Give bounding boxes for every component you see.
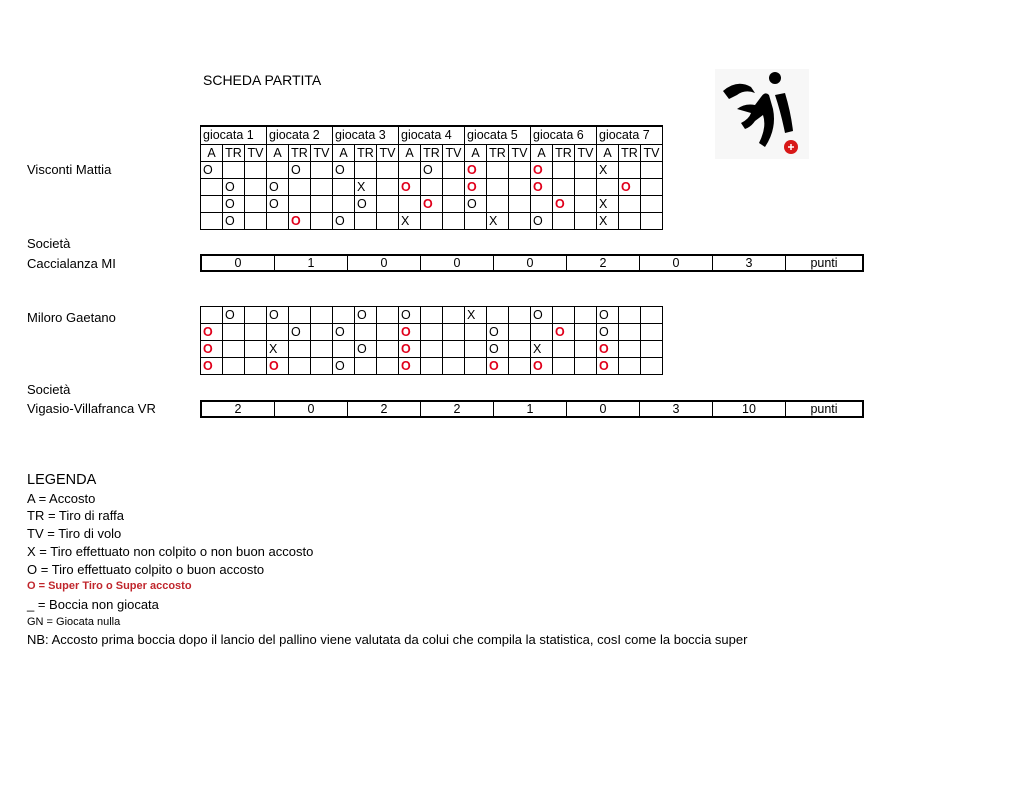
shot-cell (619, 341, 641, 358)
giocata-header: giocata 5 (465, 126, 531, 145)
shot-cell (575, 196, 597, 213)
shot-cell (421, 324, 443, 341)
boccia-row (201, 324, 663, 341)
page-title: SCHEDA PARTITA (203, 72, 322, 88)
shot-cell (619, 324, 641, 341)
column-subheader: TR (487, 145, 509, 162)
boccia-row (201, 213, 663, 230)
shot-cell: O (289, 162, 311, 179)
giocata-score: 3 (640, 402, 713, 416)
shot-cell (575, 358, 597, 375)
shot-cell: O (355, 196, 377, 213)
shot-cell (641, 358, 663, 375)
shot-cell (377, 213, 399, 230)
column-subheader: TR (421, 145, 443, 162)
giocata-score: 1 (494, 402, 567, 416)
column-subheader: TV (311, 145, 333, 162)
points-label: punti (810, 402, 838, 416)
shot-cell: X (597, 162, 619, 179)
shot-cell (377, 324, 399, 341)
shot-cell (487, 179, 509, 196)
shot-cell (333, 341, 355, 358)
shot-cell: O (619, 179, 641, 196)
column-subheader: TV (377, 145, 399, 162)
shot-cell (289, 358, 311, 375)
shot-cell (443, 307, 465, 324)
shot-cell: O (597, 307, 619, 324)
shot-cell (421, 358, 443, 375)
shot-cell (333, 307, 355, 324)
column-subheader: A (267, 145, 289, 162)
match-grid-player-1 (200, 125, 663, 230)
shot-cell (575, 307, 597, 324)
shot-cell: O (531, 179, 553, 196)
shot-cell (575, 341, 597, 358)
shot-cell: O (487, 341, 509, 358)
shot-cell (553, 162, 575, 179)
giocata-header: giocata 3 (333, 126, 399, 145)
legend-item: X = Tiro effettuato non colpito o non buon accosto (27, 543, 314, 559)
shot-cell: X (267, 341, 289, 358)
shot-cell: O (465, 196, 487, 213)
shot-cell (289, 179, 311, 196)
shot-cell (443, 341, 465, 358)
giocata-score: 0 (640, 256, 713, 270)
shot-cell (201, 307, 223, 324)
column-subheader: TV (575, 145, 597, 162)
shot-cell (553, 307, 575, 324)
shot-cell: O (333, 324, 355, 341)
shot-cell (509, 307, 531, 324)
shot-cell: O (399, 341, 421, 358)
total-score: 10 (713, 402, 786, 416)
column-subheader: TR (355, 145, 377, 162)
column-subheader: A (201, 145, 223, 162)
column-subheader: TV (509, 145, 531, 162)
shot-cell: X (399, 213, 421, 230)
boccia-row (201, 358, 663, 375)
shot-cell (201, 213, 223, 230)
shot-cell (267, 213, 289, 230)
shot-cell (355, 213, 377, 230)
shot-cell: O (531, 358, 553, 375)
shot-cell (443, 324, 465, 341)
shot-cell (311, 358, 333, 375)
societa-label: Società (27, 382, 71, 397)
shot-cell (355, 358, 377, 375)
shot-cell: O (201, 358, 223, 375)
shot-cell: O (267, 196, 289, 213)
giocata-header: giocata 6 (531, 126, 597, 145)
boccia-row (201, 341, 663, 358)
giocata-header: giocata 1 (201, 126, 267, 145)
shot-cell: X (487, 213, 509, 230)
legend-heading: LEGENDA (27, 472, 97, 488)
giocata-score: 2 (202, 402, 275, 416)
shot-cell (553, 358, 575, 375)
column-subheader: A (531, 145, 553, 162)
shot-cell (619, 196, 641, 213)
shot-cell: O (465, 179, 487, 196)
shot-cell (223, 162, 245, 179)
shot-cell (465, 341, 487, 358)
shot-cell: O (223, 213, 245, 230)
giocata-header: giocata 7 (597, 126, 663, 145)
total-score: 3 (713, 256, 786, 270)
shot-cell: O (333, 162, 355, 179)
shot-cell (333, 196, 355, 213)
shot-cell: O (399, 358, 421, 375)
shot-cell: O (487, 358, 509, 375)
shot-cell (619, 213, 641, 230)
shot-cell (597, 179, 619, 196)
shot-cell (509, 179, 531, 196)
player-name: Miloro Gaetano (27, 310, 116, 325)
shot-cell (487, 162, 509, 179)
giocata-score: 0 (348, 256, 421, 270)
shot-cell: O (421, 196, 443, 213)
shot-cell (619, 162, 641, 179)
shot-cell (245, 307, 267, 324)
shot-cell (421, 213, 443, 230)
shot-cell (575, 324, 597, 341)
column-subheader: A (333, 145, 355, 162)
shot-cell (487, 196, 509, 213)
score-row-player-1 (200, 254, 864, 272)
shot-cell (509, 213, 531, 230)
shot-cell: O (223, 196, 245, 213)
giocata-score: 0 (421, 256, 494, 270)
shot-cell (377, 196, 399, 213)
shot-cell: X (597, 196, 619, 213)
shot-cell (553, 213, 575, 230)
shot-cell (399, 162, 421, 179)
shot-cell (487, 307, 509, 324)
shot-cell (509, 162, 531, 179)
match-grid-player-2 (200, 306, 663, 375)
legend-item-super: O = Super Tiro o Super accosto (27, 580, 192, 593)
shot-cell (641, 179, 663, 196)
giocata-score: 0 (494, 256, 567, 270)
shot-cell (509, 196, 531, 213)
shot-cell: O (355, 307, 377, 324)
shot-cell: O (399, 307, 421, 324)
shot-cell (245, 162, 267, 179)
shot-cell (377, 162, 399, 179)
shot-cell: O (223, 307, 245, 324)
shot-cell (289, 196, 311, 213)
shot-cell (421, 179, 443, 196)
giocata-score: 0 (275, 402, 348, 416)
shot-cell (641, 324, 663, 341)
shot-cell (553, 179, 575, 196)
boccia-row (201, 179, 663, 196)
shot-cell (223, 341, 245, 358)
column-subheader: A (597, 145, 619, 162)
shot-cell (377, 358, 399, 375)
shot-cell (311, 307, 333, 324)
column-subheader: TV (641, 145, 663, 162)
shot-cell (641, 307, 663, 324)
shot-cell (421, 341, 443, 358)
shot-cell: O (531, 162, 553, 179)
giocata-header: giocata 2 (267, 126, 333, 145)
giocata-score: 0 (567, 402, 640, 416)
shot-cell (377, 341, 399, 358)
column-subheader: TR (223, 145, 245, 162)
giocata-score: 2 (567, 256, 640, 270)
legend (27, 472, 747, 649)
shot-cell: O (267, 307, 289, 324)
shot-cell (443, 358, 465, 375)
shot-cell: O (333, 213, 355, 230)
shot-cell (421, 307, 443, 324)
shot-cell (575, 179, 597, 196)
column-subheader: TV (443, 145, 465, 162)
shot-cell (443, 162, 465, 179)
column-subheader: TV (245, 145, 267, 162)
column-subheader: A (399, 145, 421, 162)
shot-cell (377, 307, 399, 324)
giocata-score: 0 (202, 256, 275, 270)
shot-cell: O (553, 324, 575, 341)
shot-cell (443, 179, 465, 196)
shot-cell (641, 196, 663, 213)
legend-item: TV = Tiro di volo (27, 526, 122, 542)
legend-item: TR = Tiro di raffa (27, 508, 124, 524)
shot-cell (311, 341, 333, 358)
shot-cell: O (487, 324, 509, 341)
shot-cell (245, 196, 267, 213)
shot-cell (355, 162, 377, 179)
giocata-score: 1 (275, 256, 348, 270)
shot-cell: O (465, 162, 487, 179)
shot-cell (311, 196, 333, 213)
shot-cell: O (201, 341, 223, 358)
shot-cell (509, 358, 531, 375)
shot-cell: O (289, 213, 311, 230)
shot-cell: O (399, 179, 421, 196)
shot-cell: O (597, 358, 619, 375)
shot-cell (245, 358, 267, 375)
shot-cell (509, 324, 531, 341)
shot-cell (619, 358, 641, 375)
points-label: punti (810, 256, 838, 270)
shot-cell (267, 162, 289, 179)
shot-cell (443, 196, 465, 213)
shot-cell (531, 196, 553, 213)
shot-cell (289, 307, 311, 324)
shot-cell (311, 324, 333, 341)
shot-cell (465, 358, 487, 375)
giocata-score: 2 (421, 402, 494, 416)
column-subheader: TR (289, 145, 311, 162)
shot-cell: O (267, 179, 289, 196)
shot-cell: O (355, 341, 377, 358)
shot-cell (531, 324, 553, 341)
legend-note: NB: Accosto prima boccia dopo il lancio del pallino viene valutata da colui che compila la statistica, cosI come la boccia super (27, 632, 748, 648)
shot-cell (289, 341, 311, 358)
shot-cell (267, 324, 289, 341)
score-row-player-2 (200, 400, 864, 418)
shot-cell: O (289, 324, 311, 341)
societa-label: Società (27, 236, 71, 251)
shot-cell (377, 179, 399, 196)
shot-cell (355, 324, 377, 341)
legend-item: A = Accosto (27, 490, 96, 506)
bocce-player-logo (715, 69, 809, 159)
shot-cell (443, 213, 465, 230)
boccia-row (201, 162, 663, 179)
shot-cell: O (201, 162, 223, 179)
shot-cell: O (531, 307, 553, 324)
shot-cell: X (465, 307, 487, 324)
shot-cell: O (421, 162, 443, 179)
shot-cell (641, 341, 663, 358)
shot-cell: O (399, 324, 421, 341)
shot-cell (311, 162, 333, 179)
legend-item: GN = Giocata nulla (27, 615, 121, 628)
boccia-row (201, 307, 663, 324)
shot-cell (245, 179, 267, 196)
shot-cell (619, 307, 641, 324)
shot-cell (575, 162, 597, 179)
shot-cell (553, 341, 575, 358)
shot-cell: O (531, 213, 553, 230)
legend-item: O = Tiro effettuato colpito o buon accosto (27, 561, 265, 577)
shot-cell (311, 179, 333, 196)
shot-cell (641, 162, 663, 179)
shot-cell (223, 358, 245, 375)
shot-cell (245, 324, 267, 341)
boccia-row (201, 196, 663, 213)
column-subheader: A (465, 145, 487, 162)
shot-cell (509, 341, 531, 358)
giocata-header: giocata 4 (399, 126, 465, 145)
shot-cell (201, 196, 223, 213)
shot-cell: O (201, 324, 223, 341)
shot-cell: X (597, 213, 619, 230)
shot-cell: O (597, 341, 619, 358)
shot-cell: X (355, 179, 377, 196)
shot-cell (641, 213, 663, 230)
shot-cell (245, 341, 267, 358)
shot-cell (575, 213, 597, 230)
shot-cell (399, 196, 421, 213)
shot-cell: O (597, 324, 619, 341)
player-name: Visconti Mattia (27, 162, 112, 177)
shot-cell: O (333, 358, 355, 375)
shot-cell: O (267, 358, 289, 375)
club-name: Vigasio-Villafranca VR (27, 401, 156, 416)
club-name: Caccialanza MI (27, 256, 116, 271)
column-subheader: TR (553, 145, 575, 162)
shot-cell (201, 179, 223, 196)
shot-cell: X (531, 341, 553, 358)
column-subheader: TR (619, 145, 641, 162)
shot-cell (245, 213, 267, 230)
shot-cell (465, 213, 487, 230)
shot-cell (465, 324, 487, 341)
legend-item: _ = Boccia non giocata (27, 596, 159, 612)
shot-cell: O (223, 179, 245, 196)
giocata-score: 2 (348, 402, 421, 416)
shot-cell: O (553, 196, 575, 213)
shot-cell (223, 324, 245, 341)
shot-cell (333, 179, 355, 196)
shot-cell (311, 213, 333, 230)
